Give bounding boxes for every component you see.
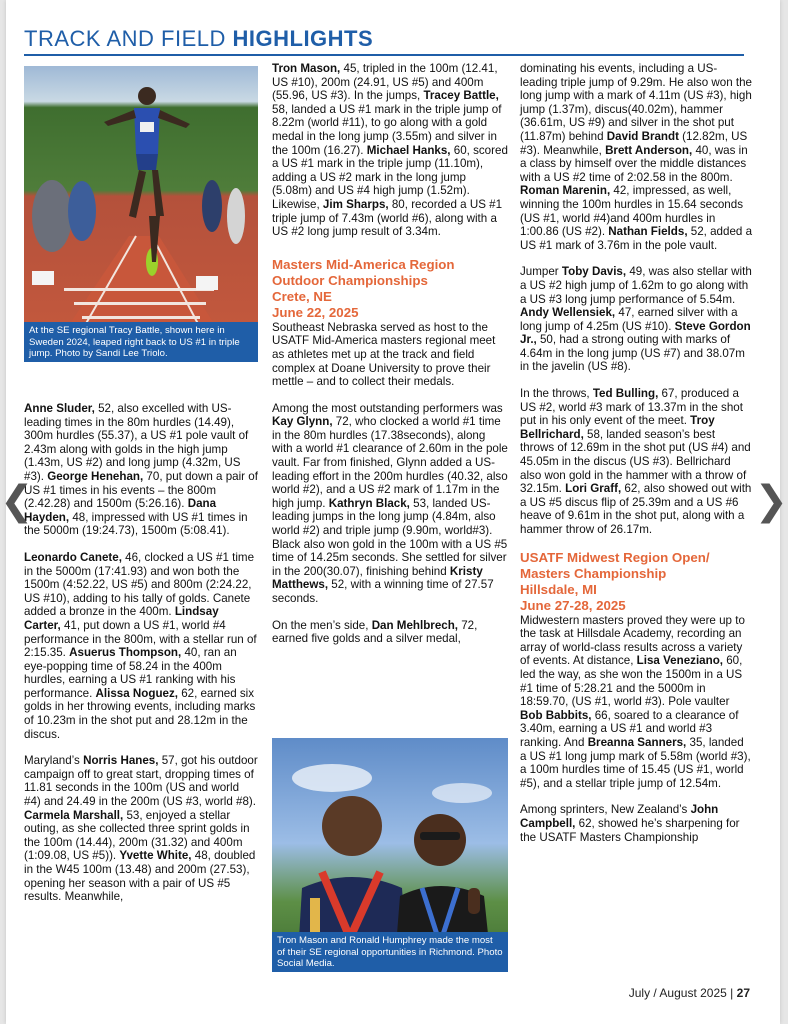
athlete-name: Ted Bulling, bbox=[592, 387, 659, 401]
athlete-name: Kay Glynn, bbox=[272, 415, 333, 429]
paragraph bbox=[520, 265, 752, 374]
athlete-name: Bob Babbits, bbox=[520, 708, 592, 722]
heading-location: Hillsdale, MI bbox=[520, 581, 597, 597]
paragraph bbox=[520, 387, 752, 537]
paragraph bbox=[272, 62, 508, 239]
paragraph bbox=[520, 62, 752, 252]
heading-date: June 22, 2025 bbox=[272, 304, 359, 320]
text: 48, doubled in the W45 100m (13.48) and 200m (27.53), opening her season with a pair of US #5 results. Meanwhile, bbox=[24, 849, 256, 904]
text: 48, impressed with US #1 times in the 5000m (19:24.73), 1500m (5:08.41). bbox=[24, 510, 248, 538]
text: 66, soared to a clearance of 3.40m, earning a US #1 and world #3 ranking. And bbox=[520, 708, 739, 749]
athlete-name: John Campbell, bbox=[520, 803, 719, 830]
athlete-name: Leonardo Canete, bbox=[24, 550, 122, 564]
text: 49, was also stellar with a US #2 high jump of 1.62m to go along with a US #3 long jump performance of 5.54m. bbox=[520, 265, 752, 306]
athlete-name: Lindsay Carter, bbox=[24, 605, 219, 632]
athlete-name: Kristy Matthews, bbox=[272, 564, 483, 592]
issue-date: July / August 2025 bbox=[628, 986, 727, 1000]
athlete-name: Asuerus Thompson, bbox=[69, 646, 182, 660]
header-rule bbox=[24, 54, 744, 56]
text: 58, landed a US #1 mark in the triple jump of 8.22m (world #11), to go along with a gold medal in the long jump (3.55m) and silver in the 100m (16.27). bbox=[272, 102, 502, 157]
athlete-name: Lori Graff, bbox=[565, 482, 622, 496]
section-heading bbox=[520, 550, 752, 614]
text: 50, had a strong outing with marks of 4.64m in the long jump (US #7) and 38.07m in the javelin (US #8). bbox=[520, 333, 745, 374]
text: 70, put down a pair of US #1 times in his events – the 800m (2.42.28) and 1500m (5:26.16). bbox=[24, 469, 258, 511]
paragraph bbox=[272, 402, 508, 606]
text: 53, enjoyed a stellar outing, as she collected three sprint golds in the 100m (14.44), 200m (31.32) and 400m (1:09.08, US #5)). bbox=[24, 808, 250, 863]
article-column-1 bbox=[24, 402, 258, 917]
heading-line: Masters Mid-America Region bbox=[272, 256, 455, 272]
athlete-name: Breanna Sanners, bbox=[587, 735, 687, 749]
text: 62, earned six golds in her throwing events, including marks of 10.23m in the shot put and 28.12m in the discus. bbox=[24, 686, 256, 741]
text: 60, scored a US #1 mark in the triple jump (11.10m), adding a US #2 mark in the long jump (5.08m) and US #4 high jump (1.52m). Likewise, bbox=[272, 143, 508, 211]
footer-separator: | bbox=[730, 986, 734, 1000]
athlete-name: Norris Hanes, bbox=[83, 754, 159, 768]
text: 58, landed season’s best throws of 12.69m in the shot put (US #4) and 45.05m in the discus (US #3). Bellrichard also won gold in the hammer with a throw of 32.15m. bbox=[520, 427, 751, 496]
magazine-page bbox=[6, 0, 780, 1024]
heading-line: Masters Championship bbox=[520, 565, 667, 581]
text: 35, landed a US #1 long jump mark of 5.58m (world #3), a 100m hurdles time of 15.45 (US #1, world #5), and a stellar triple jump of 12.54m. bbox=[520, 735, 751, 790]
paragraph bbox=[520, 614, 752, 791]
text: (12.82m, US #3). Meanwhile, bbox=[520, 129, 748, 157]
heading-line: USATF Midwest Region Open/ bbox=[520, 549, 710, 565]
text: 42, impressed, as well, winning the 100m hurdles in 15.64 seconds (US #1, world #4)and 400m hurdles in 1:00.86 (US #2). bbox=[520, 184, 744, 239]
text: 45, tripled in the 100m (12.41, US #10), 200m (24.91, US #5) and 400m (55.96, US #3). In the jumps, bbox=[272, 62, 498, 103]
text: 41, put down a US #1, world #4 performance in the 800m, with a stellar run of 2:15.35. bbox=[24, 618, 257, 660]
next-page-arrow-icon[interactable]: ❯ bbox=[754, 478, 788, 524]
text: On the men’s side, bbox=[272, 618, 372, 632]
athlete-name: Brett Anderson, bbox=[605, 143, 693, 157]
athlete-name: George Henehan, bbox=[47, 469, 144, 483]
article-column-2 bbox=[272, 62, 508, 659]
section-header bbox=[24, 26, 373, 52]
athlete-name: Dana Hayden, bbox=[24, 497, 217, 524]
athlete-name: Toby Davis, bbox=[561, 265, 627, 279]
previous-page-arrow-icon[interactable]: ❮ bbox=[0, 478, 34, 524]
text: 62, showed he’s sharpening for the USATF Masters Championship bbox=[520, 816, 740, 844]
athlete-name: Roman Marenin, bbox=[520, 184, 611, 198]
text: 52, added a US #1 mark of 3.76m in the pole vault. bbox=[520, 225, 753, 252]
athlete-name: Dan Mehlbrech, bbox=[371, 618, 459, 632]
paragraph bbox=[520, 803, 752, 844]
athlete-name: Alissa Noguez, bbox=[95, 686, 178, 700]
athlete-name: Troy Bellrichard, bbox=[520, 414, 715, 441]
paragraph bbox=[272, 619, 508, 646]
heading-line: Outdoor Championships bbox=[272, 272, 428, 288]
athlete-name: Yvette White, bbox=[119, 849, 192, 863]
photo-caption: At the SE regional Tracy Battle, shown here in Sweden 2024, leaped right back to US #1 in triple jump. Photo by Sandi Lee Triolo. bbox=[24, 322, 258, 362]
text: 72, earned five golds and a silver medal, bbox=[272, 618, 478, 646]
text: Among sprinters, New Zealand’s bbox=[520, 803, 691, 817]
photo-caption: Tron Mason and Ronald Humphrey made the most of their SE regional opportunities in Richmond. Photo Social Media. bbox=[272, 932, 508, 972]
text: 40, was in a class by himself over the middle distances with a US #2 time of 2:02.58 in the 800m. bbox=[520, 143, 748, 184]
athlete-name: Anne Sluder, bbox=[24, 402, 95, 415]
text: dominating his events, including a US-leading triple jump of 9.29m. He also won the long jump with a mark of 4.11m (US #3), high jump (1.37m), discus(40.02m), hammer (36.61m, US #9) and silver in the shot put (11.87m) behind bbox=[520, 62, 753, 143]
text: 46, clocked a US #1 time in the 5000m (17:41.93) and won both the 1500m (4:52.22, US #5) and 800m (2:24.22, US #10), adding to his tally of golds. Canete added a bronze in the 400m. bbox=[24, 550, 255, 619]
paragraph bbox=[24, 551, 258, 741]
athlete-name: Steve Gordon Jr., bbox=[520, 319, 751, 347]
text: 72, who clocked a world #1 time in the 80m hurdles (17.38seconds), along with a world #1 clearance of 2.60m in the pole vault. Far from finished, Glynn added a US-leading effort in the 200m hurdles (40.32, also world #2), and a US #2 mark of 1.17m in the high jump. bbox=[272, 415, 508, 510]
text: 52, also excelled with US-leading times in the 80m hurdles (14.49), 300m hurdles (55.37), a US #1 pole vault of 2.43m along with golds in the high jump (1.43m, US #2) and long jump (4.32m, US #3). bbox=[24, 402, 249, 483]
text: Among the most outstanding performers was bbox=[272, 401, 503, 415]
text: 80, recorded a US #1 triple jump of 7.43m (world #6), along with a US #2 long jump result of 3.34m. bbox=[272, 197, 503, 239]
section-heading bbox=[272, 257, 508, 321]
athletes-photo bbox=[272, 738, 508, 972]
text: 53, landed US-leading jumps in the long jump (4.84m, also world #2) and triple jump (9.90m, world#3). Black also won gold in the 100m with a US #5 time of 14.25m seconds. She settled for silver in the 200(30.07), finishing behind bbox=[272, 496, 508, 578]
header-highlight: HIGHLIGHTS bbox=[232, 26, 374, 51]
athlete-name: Tracey Battle, bbox=[423, 89, 499, 103]
athlete-name: Nathan Fields, bbox=[608, 225, 688, 239]
text: 40, ran an eye-popping time of 58.24 in the 400m hurdles, earning a US #1 ranking with his performance. bbox=[24, 646, 237, 700]
athlete-name: David Brandt bbox=[606, 129, 679, 143]
text: 67, produced a US #2, world #3 mark of 13.37m in the shot put in his only event of the meet. bbox=[520, 387, 743, 428]
text: 60, led the way, as she won the 1500m in a US #1 time of 5:28.21 and the 5000m in 18:59.70, (US #1, world #3). Pole vaulter bbox=[520, 654, 743, 709]
text: 62, also showed out with a US #5 discus flip of 25.39m and a US #6 heave of 9.61m in the shot put, along with a hammer throw of 26.17m. bbox=[520, 482, 752, 536]
heading-date: June 27-28, 2025 bbox=[520, 597, 626, 613]
athlete-name: Michael Hanks, bbox=[366, 143, 451, 157]
text: 47, earned silver with a long jump of 4.25m (US #10). bbox=[520, 306, 738, 333]
paragraph bbox=[24, 754, 258, 904]
text: Midwestern masters proved they were up to the task at Hillsdale Academy, recording an array of world-class results across a variety of events. At distance, bbox=[520, 613, 745, 668]
athlete-name: Jim Sharps, bbox=[322, 197, 389, 211]
athlete-name: Carmela Marshall, bbox=[24, 808, 124, 822]
athlete-name: Lisa Veneziano, bbox=[636, 654, 723, 668]
article-column-3 bbox=[520, 62, 752, 857]
page-number: 27 bbox=[736, 986, 750, 1000]
text: 57, got his outdoor campaign off to great start, dropping times of 11.81 seconds in the 100m (US and world #4) and 24.49 in the 200m (US #3, world #8). bbox=[24, 754, 258, 809]
text: Jumper bbox=[520, 265, 562, 279]
track-illustration bbox=[24, 66, 258, 362]
text: Maryland’s bbox=[24, 754, 84, 768]
paragraph bbox=[24, 402, 258, 538]
paragraph: Southeast Nebraska served as host to the USATF Mid-America masters regional meet as athletes met up at the track and field complex at Doane University to prove their mettle – and to collect their medals. bbox=[272, 320, 496, 389]
heading-location: Crete, NE bbox=[272, 288, 332, 304]
page-footer bbox=[629, 986, 750, 1000]
triple-jump-photo bbox=[24, 66, 258, 362]
athlete-name: Andy Wellensiek, bbox=[520, 306, 616, 320]
header-title: TRACK AND FIELD bbox=[24, 26, 226, 51]
text: In the throws, bbox=[520, 387, 593, 401]
athlete-name: Kathryn Black, bbox=[328, 496, 410, 510]
athlete-name: Tron Mason, bbox=[272, 62, 341, 75]
text: 52, with a winning time of 27.57 seconds. bbox=[272, 578, 494, 605]
